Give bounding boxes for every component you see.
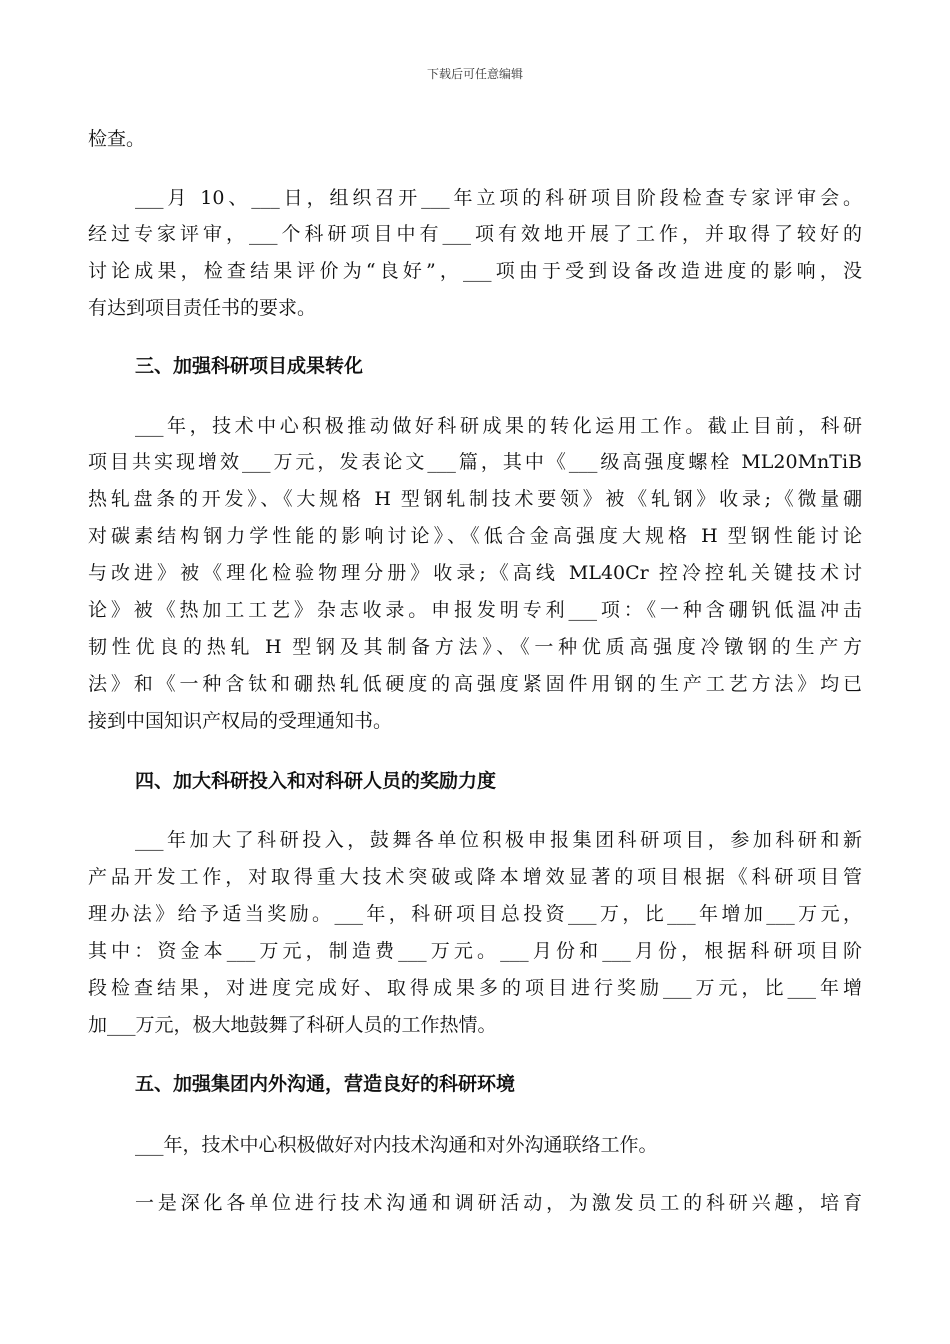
paragraph-line: 热轧盘条的开发》、《大规格 H 型钢轧制技术要领》被《轧钢》收录;《微量硼 (88, 488, 862, 510)
paragraph-line: ___年加大了科研投入，鼓舞各单位积极申报集团科研项目，参加科研和新 (135, 829, 862, 851)
paragraph-line: 有达到项目责任书的要求。 (88, 297, 317, 319)
paragraph-line: 韧性优良的热轧 H 型钢及其制备方法》、《一种优质高强度冷镦钢的生产方 (88, 636, 862, 658)
paragraph-line: 经过专家评审，___个科研项目中有___项有效地开展了工作，并取得了较好的 (88, 223, 862, 245)
paragraph-line: 与改进》被《理化检验物理分册》收录;《高线 ML40Cr 控冷控轧关键技术讨 (88, 562, 862, 584)
paragraph-line: 法》和《一种含钛和硼热轧低硬度的高强度紧固件用钢的生产工艺方法》均已 (88, 673, 862, 695)
paragraph-line: 段检查结果，对进度完成好、取得成果多的项目进行奖励___万元，比___年增 (88, 977, 862, 999)
paragraph-line: 论》被《热加工工艺》杂志收录。申报发明专利___项：《一种含硼钒低温冲击 (88, 599, 862, 621)
paragraph-line: 讨论成果，检查结果评价为“良好”，___项由于受到设备改造进度的影响，没 (88, 260, 862, 282)
paragraph-line: 检查。 (88, 128, 146, 150)
paragraph-line: 理办法》给予适当奖励。___年，科研项目总投资___万，比___年增加___万元， (88, 903, 862, 925)
paragraph-line: 接到中国知识产权局的受理通知书。 (88, 710, 393, 732)
section-heading: 四、加大科研投入和对科研人员的奖励力度 (135, 770, 497, 792)
paragraph-line: ___年，技术中心积极推动做好科研成果的转化运用工作。截止目前，科研 (135, 415, 862, 437)
section-heading: 三、加强科研项目成果转化 (135, 355, 364, 377)
paragraph-line: 产品开发工作，对取得重大技术突破或降本增效显著的项目根据《科研项目管 (88, 866, 862, 888)
paragraph-line: 一是深化各单位进行技术沟通和调研活动，为激发员工的科研兴趣，培育 (135, 1192, 862, 1214)
paragraph-line: 加___万元，极大地鼓舞了科研人员的工作热情。 (88, 1014, 497, 1036)
paragraph-line: ___年，技术中心积极做好对内技术沟通和对外沟通联络工作。 (135, 1134, 658, 1156)
paragraph-line: 对碳素结构钢力学性能的影响讨论》、《低合金高强度大规格 H 型钢性能讨论 (88, 525, 862, 547)
paragraph-line: ___月 10、___日，组织召开___年立项的科研项目阶段检查专家评审会。 (135, 187, 862, 209)
paragraph-line: 项目共实现增效___万元，发表论文___篇，其中《___级高强度螺栓 ML20MnTiB (88, 451, 862, 473)
section-heading: 五、加强集团内外沟通，营造良好的科研环境 (135, 1073, 516, 1095)
page-header: 下载后可任意编辑 (426, 67, 523, 81)
paragraph-line: 其中：资金本___万元，制造费___万元。___月份和___月份，根据科研项目阶 (88, 940, 862, 962)
